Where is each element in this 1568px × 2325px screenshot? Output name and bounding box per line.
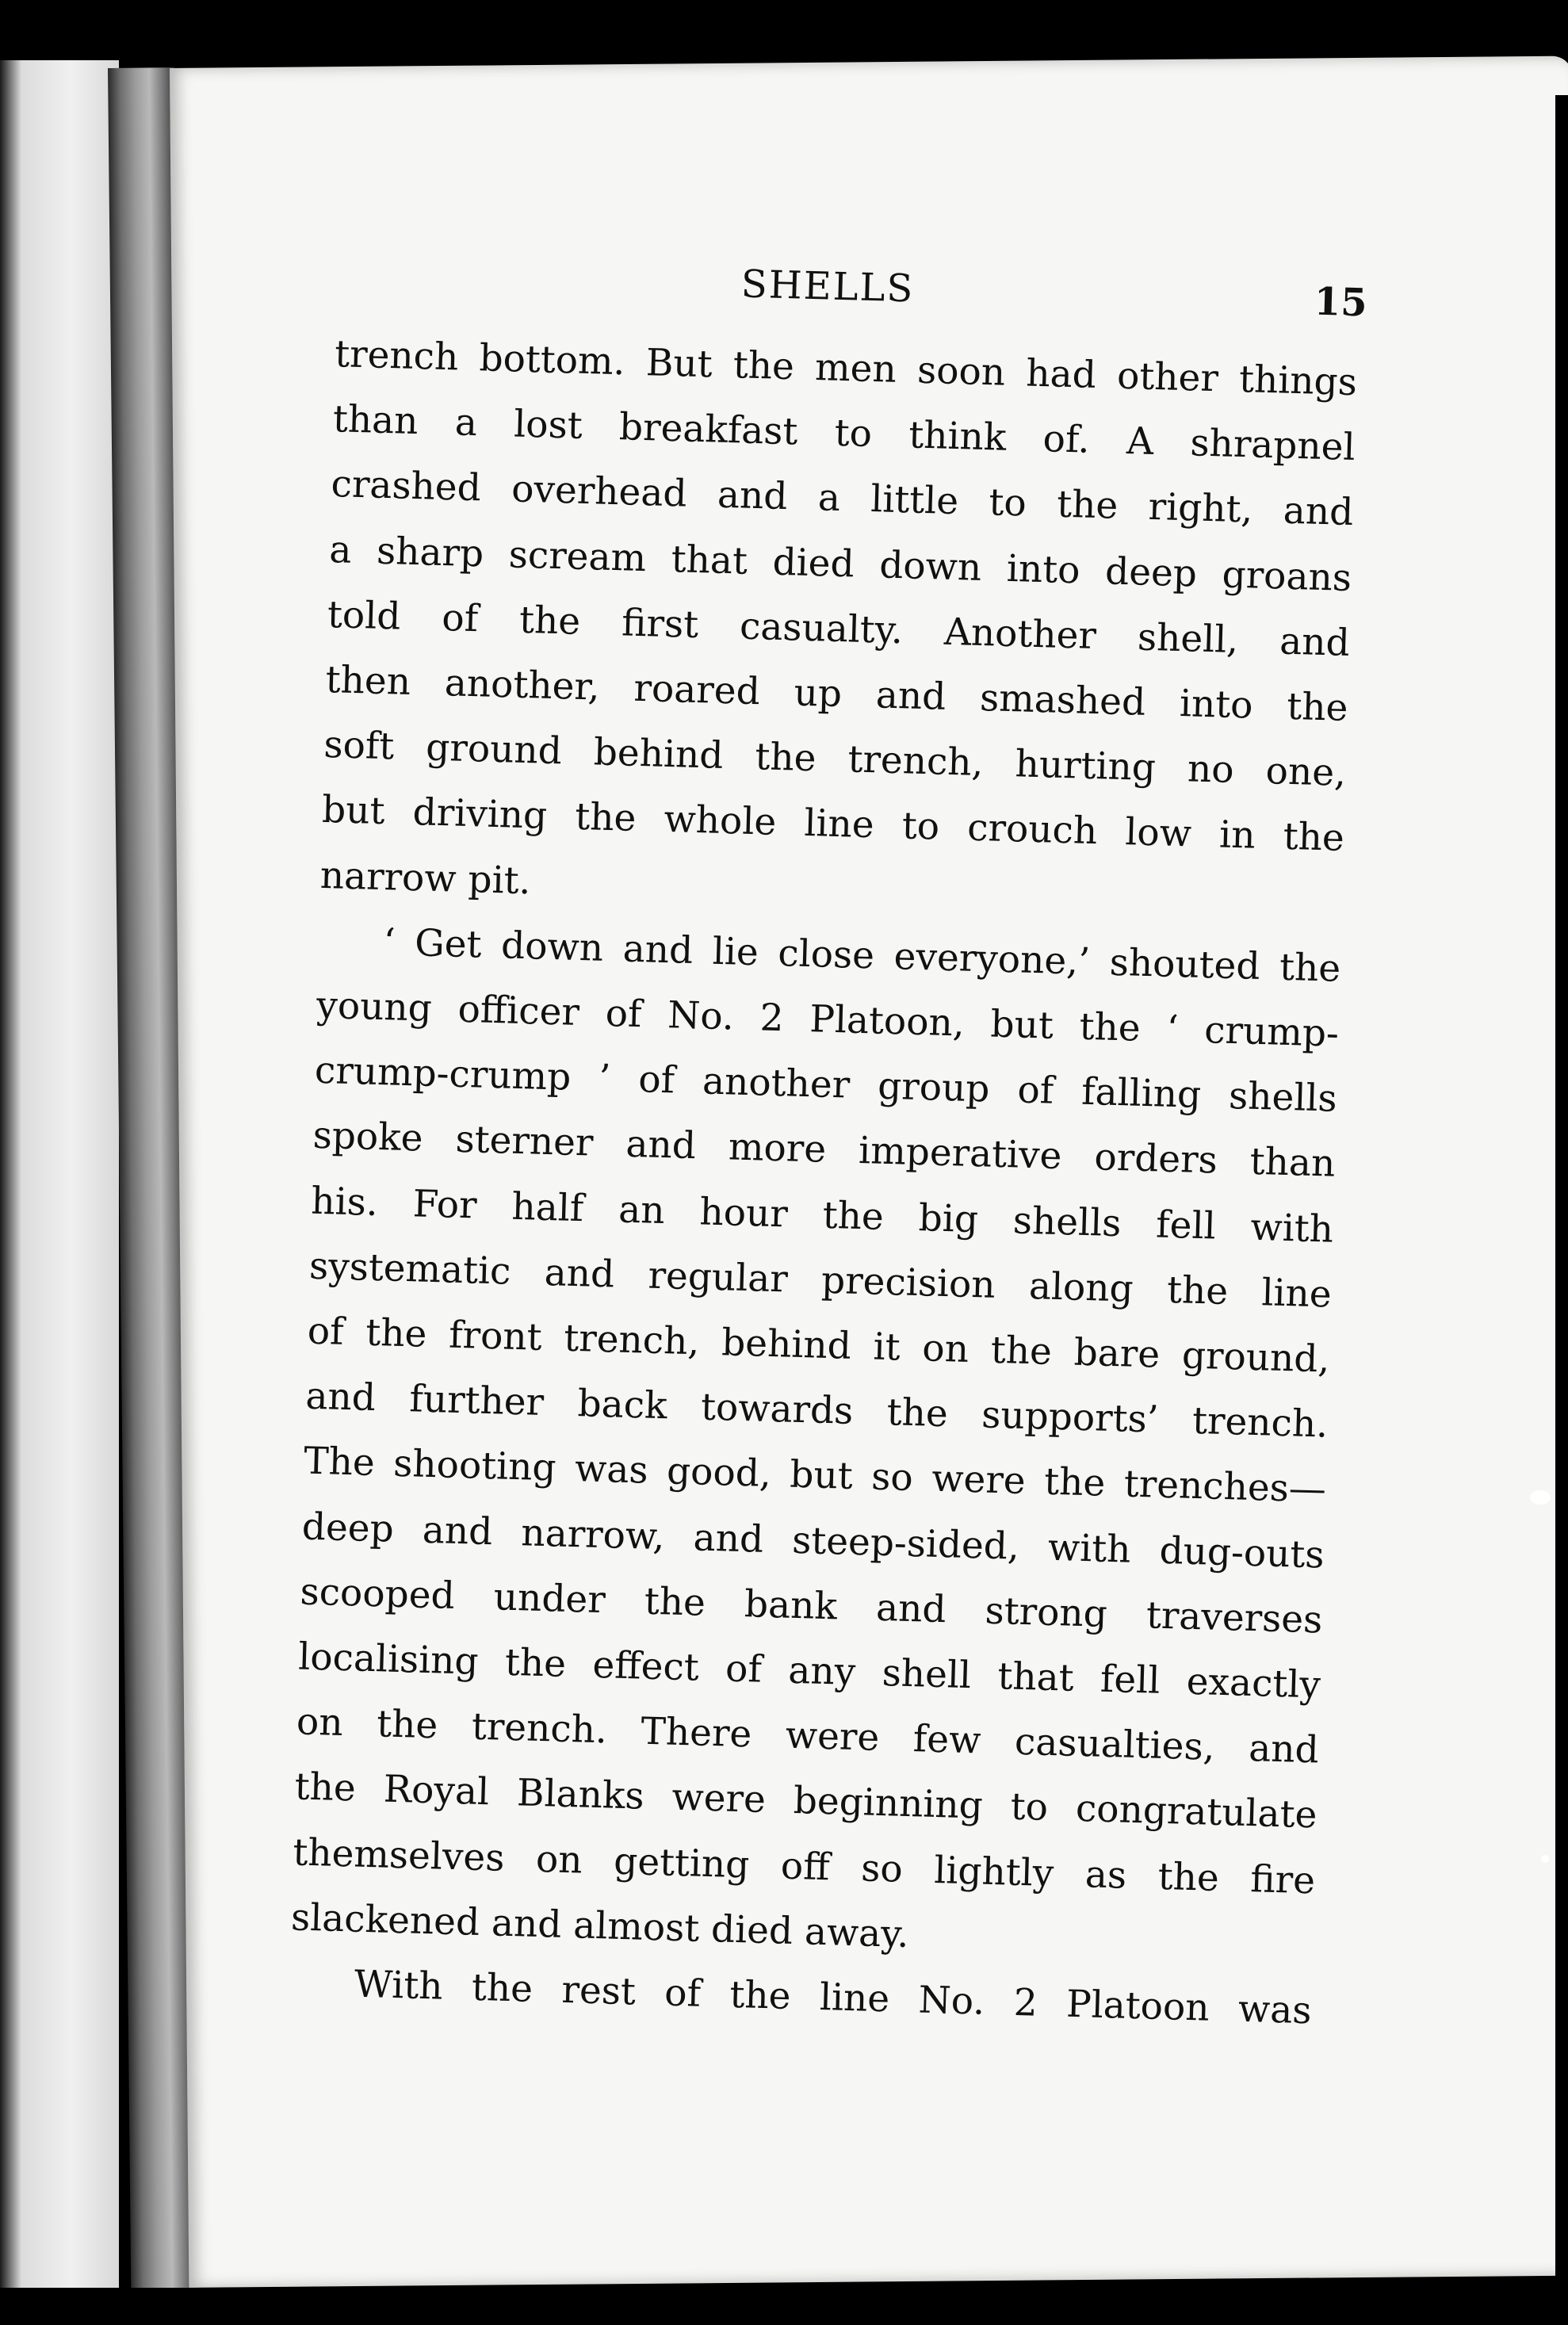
left-page-edge xyxy=(0,60,119,2288)
paragraph-2 xyxy=(290,908,1341,1979)
text-line: narrow pit. xyxy=(319,853,532,903)
text-line: the Royal Blanks were beginning to congratulate xyxy=(294,1765,1318,1837)
scan-speck xyxy=(1541,1855,1549,1863)
book-page xyxy=(170,56,1568,2288)
text-line: his. For half an hour the big shells fell with xyxy=(310,1179,1334,1252)
text-line: crump-crump ’ of another group of falling shells xyxy=(314,1048,1338,1121)
paragraph-1 xyxy=(319,322,1358,937)
text-line: trench bottom. But the men soon had other things xyxy=(334,332,1358,405)
scan-border-bottom xyxy=(0,2288,1568,2325)
page-text xyxy=(289,249,1368,2044)
text-line: deep and narrow, and steep-sided, with dug-outs xyxy=(301,1505,1325,1577)
text-line: slackened and almost died away. xyxy=(290,1895,910,1956)
text-line: a sharp scream that died down into deep groans xyxy=(328,527,1352,600)
text-line: ‘ Get down and lie close everyone,’ shouted the xyxy=(382,920,1341,991)
text-line: of the front trench, behind it on the bare ground, xyxy=(307,1309,1331,1382)
scan-border-right xyxy=(1555,95,1568,2299)
text-line: young officer of No. 2 Platoon, but the ‘ crump- xyxy=(316,983,1340,1056)
text-line: then another, roared up and smashed into the xyxy=(325,657,1349,730)
text-line: and further back towards the supports’ trench. xyxy=(304,1374,1329,1447)
text-line: spoke sterner and more imperative orders than xyxy=(312,1114,1337,1187)
text-line: soft ground behind the trench, hurting no one, xyxy=(323,723,1347,796)
running-title: SHELLS xyxy=(740,262,916,312)
page-number: 15 xyxy=(1314,279,1368,326)
text-line: The shooting was good, but so were the trenches— xyxy=(303,1440,1327,1512)
text-line: scooped under the bank and strong traverses xyxy=(299,1570,1323,1642)
text-line: systematic and regular precision along the line xyxy=(308,1244,1333,1317)
text-line: themselves on getting off so lightly as the fire xyxy=(292,1830,1316,1903)
text-line: With the rest of the line No. 2 Platoon was xyxy=(354,1962,1313,2033)
scan-speck xyxy=(1530,1490,1551,1505)
text-line: told of the first casualty. Another shell, and xyxy=(327,592,1351,665)
text-line: on the trench. There were few casualties, and xyxy=(296,1700,1320,1772)
text-line: but driving the whole line to crouch low in the xyxy=(321,788,1345,861)
text-line: crashed overhead and a little to the right, and xyxy=(330,462,1354,535)
text-line: than a lost breakfast to think of. A shrapnel xyxy=(332,397,1356,470)
text-line: localising the effect of any shell that fell exactly xyxy=(297,1635,1321,1707)
